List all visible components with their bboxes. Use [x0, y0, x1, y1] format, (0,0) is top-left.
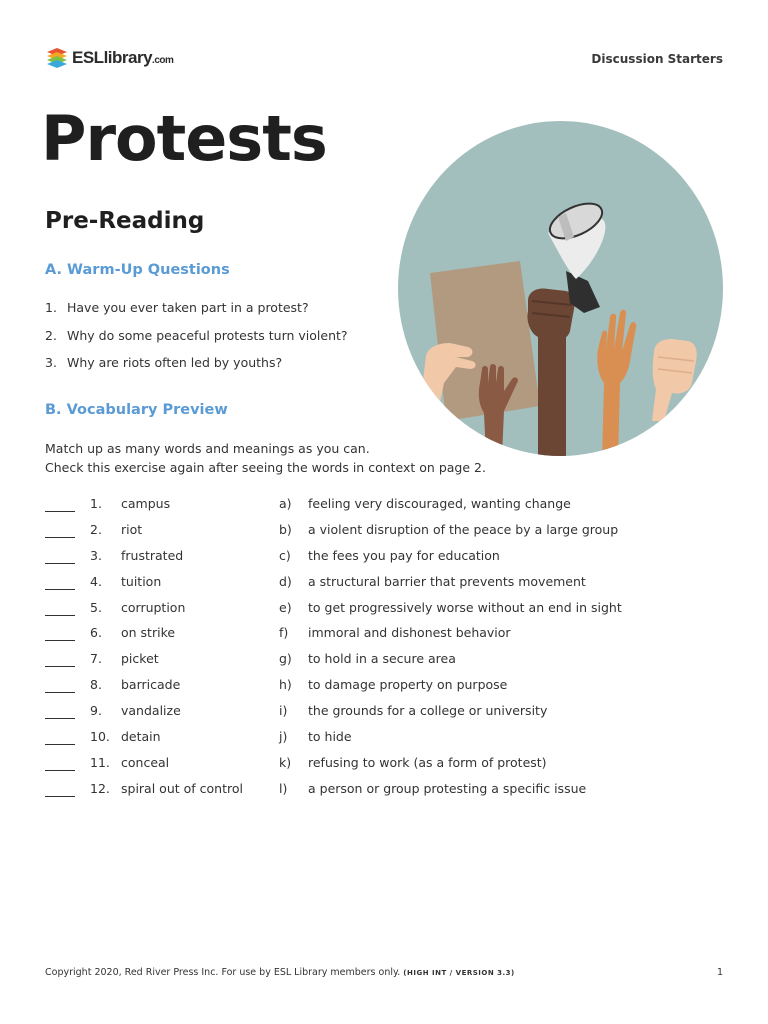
protest-illustration: [398, 121, 723, 456]
section-heading-prereading: Pre-Reading: [45, 208, 205, 234]
vocab-row: 2. riot b) a violent disruption of the peace by a large group: [45, 522, 725, 548]
version-label: (HIGH INT / VERSION 3.3): [403, 969, 515, 977]
vocab-row: 4. tuition d) a structural barrier that prevents movement: [45, 574, 725, 600]
vocabulary-heading: B. Vocabulary Preview: [45, 402, 228, 418]
vocab-row: 1. campus a) feeling very discouraged, wanting change: [45, 496, 725, 522]
answer-blank[interactable]: [45, 640, 75, 641]
vocab-row: 11. conceal k) refusing to work (as a form of protest): [45, 755, 725, 781]
answer-blank[interactable]: [45, 718, 75, 719]
answer-blank[interactable]: [45, 666, 75, 667]
warmup-heading: A. Warm-Up Questions: [45, 262, 230, 278]
vocabulary-instructions: Match up as many words and meanings as you can. Check this exercise again after seeing the words in context on page 2.: [45, 441, 486, 475]
document-category: Discussion Starters: [591, 52, 723, 66]
answer-blank[interactable]: [45, 589, 75, 590]
vocabulary-matching-table: [45, 496, 725, 807]
answer-blank[interactable]: [45, 537, 75, 538]
esl-library-logo: [45, 45, 173, 71]
vocab-row: 10. detain j) to hide: [45, 729, 725, 755]
vocab-row: 7. picket g) to hold in a secure area: [45, 651, 725, 677]
logo-stack-icon: [45, 46, 69, 70]
vocab-row: 6. on strike f) immoral and dishonest behavior: [45, 625, 725, 651]
answer-blank[interactable]: [45, 563, 75, 564]
warmup-question: 2. Why do some peaceful protests turn violent?: [45, 327, 348, 343]
answer-blank[interactable]: [45, 615, 75, 616]
vocab-row: 5. corruption e) to get progressively worse without an end in sight: [45, 600, 725, 626]
answer-blank[interactable]: [45, 770, 75, 771]
answer-blank[interactable]: [45, 511, 75, 512]
answer-blank[interactable]: [45, 796, 75, 797]
warmup-question-list: [45, 300, 348, 383]
warmup-question: 1. Have you ever taken part in a protest?: [45, 300, 309, 315]
page-number: 1: [716, 967, 723, 978]
footer-copyright: Copyright 2020, Red River Press Inc. For use by ESL Library members only. (HIGH INT / VERSION 3.3): [45, 967, 515, 978]
answer-blank[interactable]: [45, 692, 75, 693]
vocab-row: 8. barricade h) to damage property on purpose: [45, 677, 725, 703]
light-fist-icon: [652, 339, 697, 421]
warmup-question: 3. Why are riots often led by youths?: [45, 355, 283, 370]
logo-text: ESLlibrary.com: [72, 48, 174, 67]
vocab-row: 3. frustrated c) the fees you pay for education: [45, 548, 725, 574]
answer-blank[interactable]: [45, 744, 75, 745]
vocab-row: 9. vandalize i) the grounds for a college or university: [45, 703, 725, 729]
vocab-row: 12. spiral out of control l) a person or group protesting a specific issue: [45, 781, 725, 807]
page-title: Protests: [41, 102, 327, 175]
